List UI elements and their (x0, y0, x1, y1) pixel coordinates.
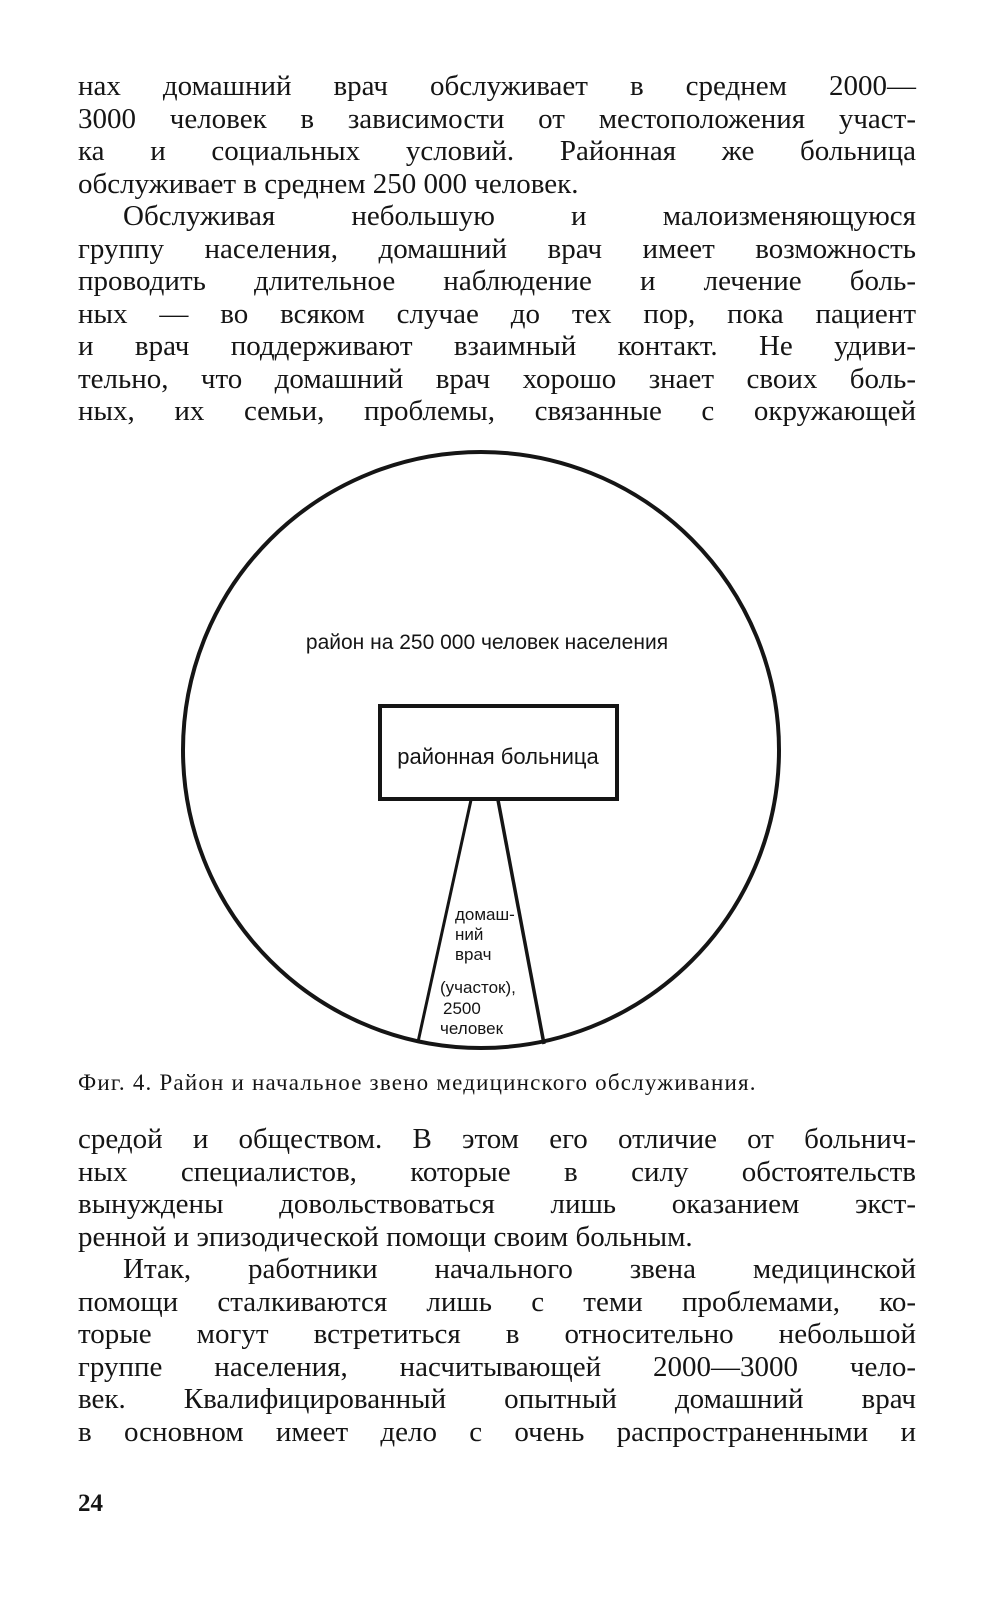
text-line: и врач поддерживают взаимный контакт. Не удиви- (78, 330, 916, 362)
text-line: группе населения, насчитывающей 2000—3000 чело- (78, 1350, 916, 1383)
doctor-label-line: 2500 (443, 999, 481, 1018)
page-number: 24 (78, 1490, 103, 1517)
doctor-label-line: (участок), (440, 978, 516, 997)
doctor-label-line: домаш- (455, 905, 515, 924)
district-label: район на 250 000 человек населения (305, 631, 669, 654)
text-line: тельно, что домашний врач хорошо знает своих боль- (78, 362, 916, 395)
caption-text: Район и начальное звено медицинского обслуживания. (159, 1070, 757, 1095)
figure-caption (78, 1070, 918, 1096)
text-line: ных специалистов, которые в силу обстоятельств (78, 1155, 916, 1188)
text-line: помощи сталкиваются лишь с теми проблемами, ко- (78, 1285, 916, 1318)
text-line: группу населения, домашний врач имеет возможность (78, 232, 916, 265)
text-line: вынуждены довольствоваться лишь оказанием экст- (78, 1188, 916, 1220)
text-line: ка и социальных условий. Районная же больница (78, 135, 916, 167)
paragraph-bottom (78, 1123, 916, 1448)
text-line: средой и обществом. В этом его отличие от больнич- (78, 1123, 916, 1155)
doctor-label-line: человек (440, 1019, 504, 1038)
text-line: обслуживает в среднем 250 000 человек. (78, 167, 579, 200)
text-line: ренной и эпизодической помощи своим больным. (78, 1220, 693, 1253)
text-line: ных, их семьи, проблемы, связанные с окружающей (78, 395, 916, 427)
hospital-label: районная больница (397, 744, 599, 769)
text-line: 3000 человек в зависимости от местоположения участ- (78, 102, 916, 135)
doctor-label-line: ний (455, 925, 484, 944)
text-line: в основном имеет дело с очень распространенными и (78, 1415, 916, 1448)
caption-number: Фиг. 4. (78, 1070, 153, 1095)
doctor-label-line: врач (455, 945, 492, 964)
text-line: Итак, работники начального звена медицинской (123, 1253, 916, 1285)
text-line: нах домашний врач обслуживает в среднем 2000— (78, 70, 916, 102)
text-line: век. Квалифицированный опытный домашний врач (78, 1383, 916, 1415)
text-line: Обслуживая небольшую и малоизменяющуюся (123, 200, 916, 232)
text-line: торые могут встретиться в относительно небольшой (78, 1318, 916, 1350)
text-line: ных — во всяком случае до тех пор, пока пациент (78, 297, 916, 330)
text-line: проводить длительное наблюдение и лечение боль- (78, 265, 916, 297)
